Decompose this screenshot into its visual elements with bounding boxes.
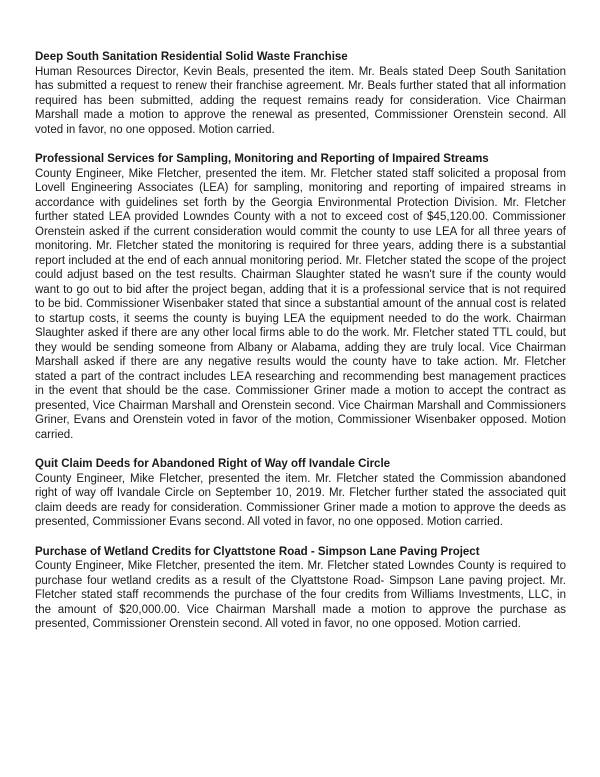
section-body: County Engineer, Mike Fletcher, presented the item. Mr. Fletcher stated the Commission abandoned right of way off Ivandale Circle on September 10, 2019. Mr. Fletcher further stated the associated quit claim deeds are ready for consideration. Commissioner Griner made a motion to approve the deeds as presented, Commissioner Evans second. All voted in favor, no one opposed. Motion carried.	[35, 472, 566, 528]
section-heading: Professional Services for Sampling, Monitoring and Reporting of Impaired Streams	[35, 153, 489, 165]
section-heading: Deep South Sanitation Residential Solid Waste Franchise	[35, 51, 348, 63]
minutes-section-professional-services	[35, 152, 566, 442]
section-heading: Purchase of Wetland Credits for Clyattstone Road - Simpson Lane Paving Project	[35, 545, 480, 558]
section-body: County Engineer, Mike Fletcher, presented the item. Mr. Fletcher stated staff solicited a proposal from Lovell Engineering Associates (LEA) for sampling, monitoring and reporting of impaired streams in accordance with guidelines set forth by the Georgia Environmental Protection Division. Mr. Fletcher further stated LEA provided Lowndes County with a not to exceed cost of $45,120.00. Commissioner Orenstein asked if the current consideration would commit the county to use LEA for all three years of monitoring. Mr. Fletcher stated the monitoring is required for three years, adding there is a substantial report included at the end of each annual monitoring period. Mr. Fletcher stated the scope of the project could adjust based on the test results. Chairman Slaughter stated he wasn't sure if the county would want to go out to bid after the project began, adding that it is a professional service that is not required to be bid. Commissioner Wisenbaker stated that since a substantial amount of the annual cost is related to startup costs, it seems the county is buying LEA the equipment needed to do the work. Chairman Slaughter asked if there are any other local firms able to do the work. Mr. Fletcher stated TTL could, but they would be sending someone from Albany or Alabama, adding they are truly local. Vice Chairman Marshall asked if there are any negative results would the county have to take action. Mr. Fletcher stated a part of the contract includes LEA researching and recommending best management practices in the event that should be the case. Commissioner Griner made a motion to accept the contract as presented, Vice Chairman Marshall and Orenstein second. Vice Chairman Marshall and Commissioners Griner, Evans and Orenstein voted in favor of the motion, Commissioner Wisenbaker opposed. Motion carried.	[35, 167, 566, 441]
section-heading: Quit Claim Deeds for Abandoned Right of Way off Ivandale Circle	[35, 458, 391, 470]
minutes-section-deep-south-sanitation	[35, 50, 566, 137]
minutes-section-wetland-credits	[35, 545, 566, 632]
minutes-section-quit-claim-deeds	[35, 457, 566, 530]
section-body: County Engineer, Mike Fletcher, presented the item. Mr. Fletcher stated Lowndes County is required to purchase four wetland credits as a result of the Clyattstone Road- Simpson Lane paving project. Mr. Fletcher stated staff recommends the purchase of the four credits from Williams Investments, LLC, in the amount of $20,000.00. Vice Chairman Marshall made a motion to approve the purchase as presented, Commissioner Orenstein second. All voted in favor, no one opposed. Motion carried.	[35, 560, 566, 630]
section-body: Human Resources Director, Kevin Beals, presented the item. Mr. Beals stated Deep South Sanitation has submitted a request to renew their franchise agreement. Mr. Beals further stated that all information required has been submitted, adding the request remains ready for consideration. Vice Chairman Marshall made a motion to approve the renewal as presented, Commissioner Orenstein second. All voted in favor, no one opposed. Motion carried.	[35, 65, 566, 136]
